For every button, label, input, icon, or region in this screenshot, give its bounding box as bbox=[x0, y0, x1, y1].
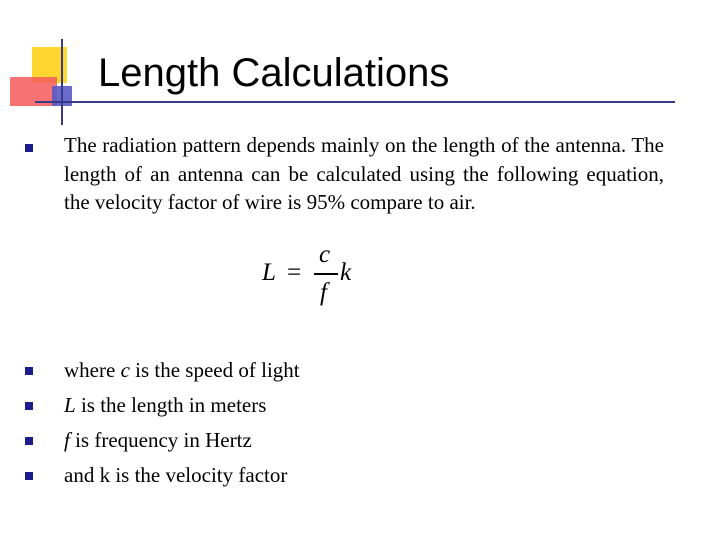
equation-factor: k bbox=[340, 259, 352, 286]
slide-title: Length Calculations bbox=[98, 51, 450, 95]
decor-vertical-rule bbox=[61, 39, 63, 125]
square-bullet-icon bbox=[25, 144, 33, 152]
bullet-text-length: L is the length in meters bbox=[64, 393, 267, 417]
fraction-bar bbox=[314, 273, 338, 275]
square-bullet-icon bbox=[25, 437, 33, 445]
equation-lhs: L bbox=[262, 259, 276, 286]
bullet-text-velocity-factor: and k is the velocity factor bbox=[64, 463, 288, 487]
square-bullet-icon bbox=[25, 472, 33, 480]
square-bullet-icon bbox=[25, 367, 33, 375]
bullet-text-speed-of-light: where c is the speed of light bbox=[64, 358, 300, 382]
square-bullet-icon bbox=[25, 402, 33, 410]
bullet-text-frequency: f is frequency in Hertz bbox=[64, 428, 252, 452]
bullet-text-paragraph: The radiation pattern depends mainly on the length of the antenna. The length of an antenna can be calculated using the following equation, the velocity factor of wire is 95% compare to air. bbox=[64, 133, 664, 214]
equation-numerator: c bbox=[319, 241, 331, 268]
equation-denominator: f bbox=[320, 279, 327, 306]
equation-equals: = bbox=[287, 259, 302, 286]
title-underline-rule bbox=[35, 101, 675, 103]
